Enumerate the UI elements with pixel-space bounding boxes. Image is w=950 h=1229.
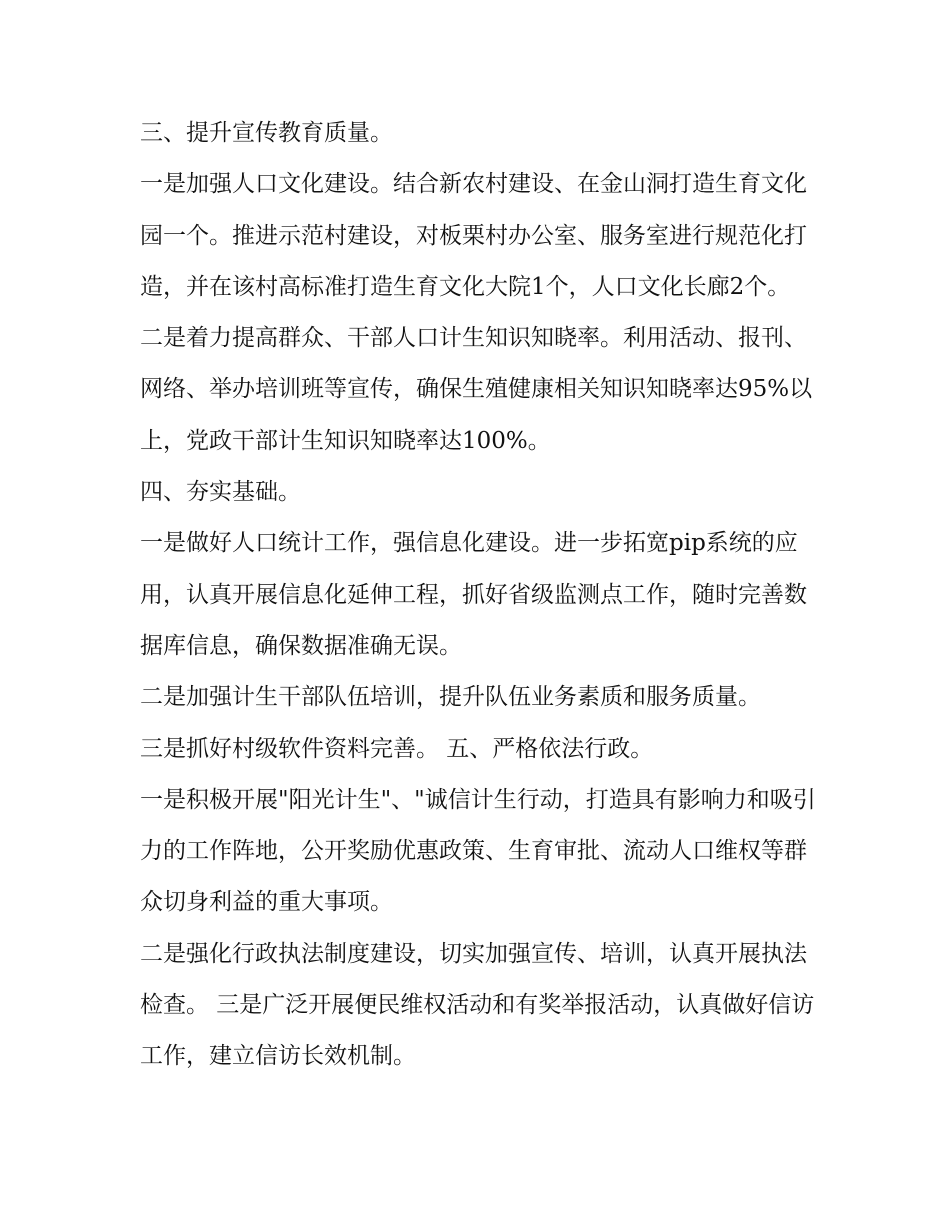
- paragraph-cadre-training: 二是加强计生干部队伍培训，提升队伍业务素质和服务质量。: [140, 684, 761, 711]
- paragraph-population-culture: 一是加强人口文化建设。结合新农村建设、在金山洞打造生育文化园一个。推进示范村建设，对板栗村办公室、服务室进行规范化打造，并在该村高标准打造生育文化大院1个，人口文化长廊2个。: [140, 171, 807, 300]
- paragraph-awareness-rate: 二是着力提高群众、干部人口计生知识知晓率。利用活动、报刊、网络、举办培训班等宣传，确保生殖健康相关知识知晓率达95%以上，党政干部计生知识知晓率达100%。: [140, 325, 813, 454]
- document-body: [140, 108, 820, 1083]
- paragraph-law-enforcement: 二是强化行政执法制度建设，切实加强宣传、培训，认真开展执法检查。 三是广泛开展便民维权活动和有奖举报活动，认真做好信访工作，建立信访长效机制。: [140, 940, 815, 1070]
- paragraph-village-materials: 三是抓好村级软件资料完善。 五、严格依法行政。: [140, 735, 654, 762]
- section-heading-foundation: 四、夯实基础。: [140, 479, 301, 506]
- paragraph-sunshine-planning: 一是积极开展"阳光计生"、"诚信计生行动，打造具有影响力和吸引力的工作阵地，公开奖励优惠政策、生育审批、流动人口维权等群众切身利益的重大事项。: [140, 786, 816, 916]
- section-heading-publicity: 三、提升宣传教育质量。: [140, 120, 393, 146]
- paragraph-statistics: 一是做好人口统计工作，强信息化建设。进一步拓宽pip系统的应用，认真开展信息化延伸工程，抓好省级监测点工作，随时完善数据库信息，确保数据准确无误。: [140, 530, 807, 659]
